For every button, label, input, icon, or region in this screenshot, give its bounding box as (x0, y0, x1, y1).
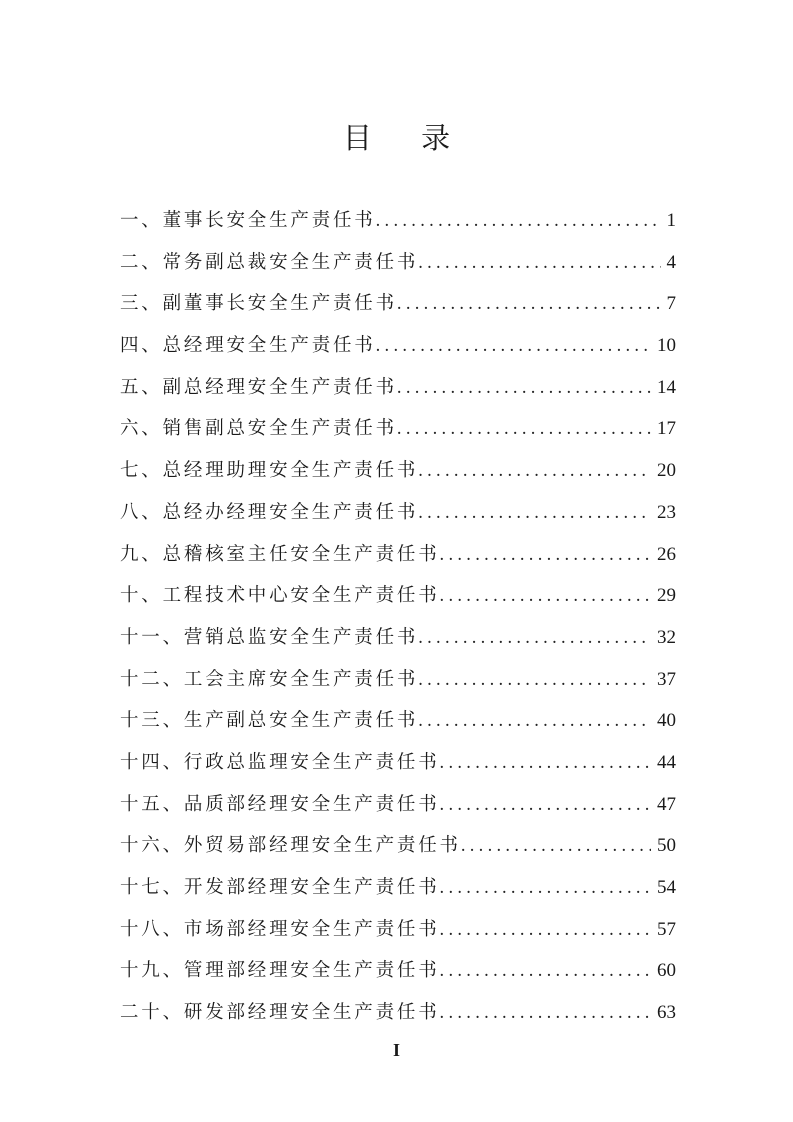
toc-leader-dots (418, 618, 651, 660)
toc-entry-page: 23 (657, 501, 676, 523)
toc-entry-page: 7 (666, 293, 676, 315)
toc-entry-page: 4 (666, 251, 676, 273)
toc-entry[interactable] (120, 367, 676, 409)
toc-entry-page: 20 (657, 460, 676, 482)
toc-leader-dots (397, 409, 651, 451)
toc-entry-label: 十九、管理部经理安全生产责任书 (120, 960, 440, 982)
toc-entry-label: 十、工程技术中心安全生产责任书 (120, 585, 440, 607)
toc-entry-label: 二、常务副总裁安全生产责任书 (120, 251, 419, 273)
toc-entry-page: 37 (657, 668, 676, 690)
toc-entry-label: 十六、外贸易部经理安全生产责任书 (120, 835, 461, 857)
toc-leader-dots (461, 826, 651, 868)
toc-entry-page: 17 (657, 418, 676, 440)
toc-entry-page: 57 (657, 918, 676, 940)
toc-entry[interactable] (120, 950, 676, 992)
toc-leader-dots (440, 743, 651, 785)
toc-leader-dots (418, 701, 651, 743)
toc-entry-page: 50 (657, 835, 676, 857)
toc-leader-dots (440, 951, 651, 993)
toc-entry[interactable] (120, 575, 676, 617)
toc-leader-dots (440, 910, 651, 952)
toc-entry-page: 44 (657, 751, 676, 773)
toc-entry[interactable] (120, 450, 676, 492)
toc-entry-label: 十八、市场部经理安全生产责任书 (120, 918, 440, 940)
toc-entry-label: 十五、品质部经理安全生产责任书 (120, 793, 440, 815)
toc-entry-label: 五、副总经理安全生产责任书 (120, 376, 397, 398)
toc-entry-label: 一、董事长安全生产责任书 (120, 210, 376, 231)
toc-entry[interactable] (120, 825, 676, 867)
toc-entry[interactable] (120, 700, 676, 742)
toc-leader-dots (397, 368, 651, 410)
toc-leader-dots (376, 326, 651, 368)
toc-title: 目 录 (342, 121, 471, 155)
toc-entry-page: 10 (657, 335, 676, 357)
toc-leader-dots (440, 535, 651, 577)
toc-entry-label: 四、总经理安全生产责任书 (120, 335, 376, 357)
toc-entry-label: 七、总经理助理安全生产责任书 (120, 460, 419, 482)
page-number: I (392, 1040, 400, 1060)
toc-entry-label: 十三、生产副总安全生产责任书 (120, 710, 419, 732)
toc-entry[interactable] (120, 492, 676, 534)
toc-entry-label: 十七、开发部经理安全生产责任书 (120, 877, 440, 898)
toc-entry[interactable] (120, 325, 676, 367)
toc-entry[interactable] (120, 242, 676, 284)
toc-leader-dots (440, 785, 651, 827)
toc-leader-dots (440, 868, 651, 910)
toc-entry-label: 八、总经办经理安全生产责任书 (120, 501, 419, 523)
toc-entry-label: 二十、研发部经理安全生产责任书 (120, 1002, 440, 1024)
toc-entry-page: 14 (657, 376, 676, 398)
toc-entry[interactable] (120, 659, 676, 701)
toc-entry-page: 63 (657, 1002, 676, 1024)
toc-entry-page: 32 (657, 626, 676, 648)
toc-entry-label: 九、总稽核室主任安全生产责任书 (120, 543, 440, 565)
toc-entry[interactable] (120, 909, 676, 951)
toc-entry[interactable] (120, 617, 676, 659)
toc-entry-page: 1 (666, 210, 676, 231)
toc-entry[interactable] (120, 408, 676, 450)
toc-entry[interactable] (120, 867, 676, 909)
toc-leader-dots (418, 660, 651, 702)
toc-entry-label: 十四、行政总监理安全生产责任书 (120, 751, 440, 773)
toc-entry[interactable] (120, 784, 676, 826)
toc-entry-label: 三、副董事长安全生产责任书 (120, 293, 397, 315)
toc-leader-dots (376, 201, 661, 243)
table-of-contents (120, 200, 676, 1034)
toc-leader-dots (418, 451, 651, 493)
toc-entry-page: 26 (657, 543, 676, 565)
toc-entry[interactable] (120, 200, 676, 242)
toc-entry-page: 54 (657, 877, 676, 898)
toc-entry-page: 40 (657, 710, 676, 732)
toc-leader-dots (440, 576, 651, 618)
toc-entry-page: 47 (657, 793, 676, 815)
toc-entry-label: 十二、工会主席安全生产责任书 (120, 668, 419, 690)
toc-entry-page: 60 (657, 960, 676, 982)
toc-entry[interactable] (120, 534, 676, 576)
toc-entry[interactable] (120, 283, 676, 325)
toc-leader-dots (440, 993, 651, 1035)
toc-leader-dots (397, 284, 661, 326)
toc-leader-dots (418, 493, 651, 535)
toc-leader-dots (418, 243, 660, 285)
toc-entry-label: 六、销售副总安全生产责任书 (120, 418, 397, 440)
toc-entry-page: 29 (657, 585, 676, 607)
toc-entry[interactable] (120, 742, 676, 784)
toc-entry[interactable] (120, 992, 676, 1034)
toc-entry-label: 十一、营销总监安全生产责任书 (120, 626, 419, 648)
